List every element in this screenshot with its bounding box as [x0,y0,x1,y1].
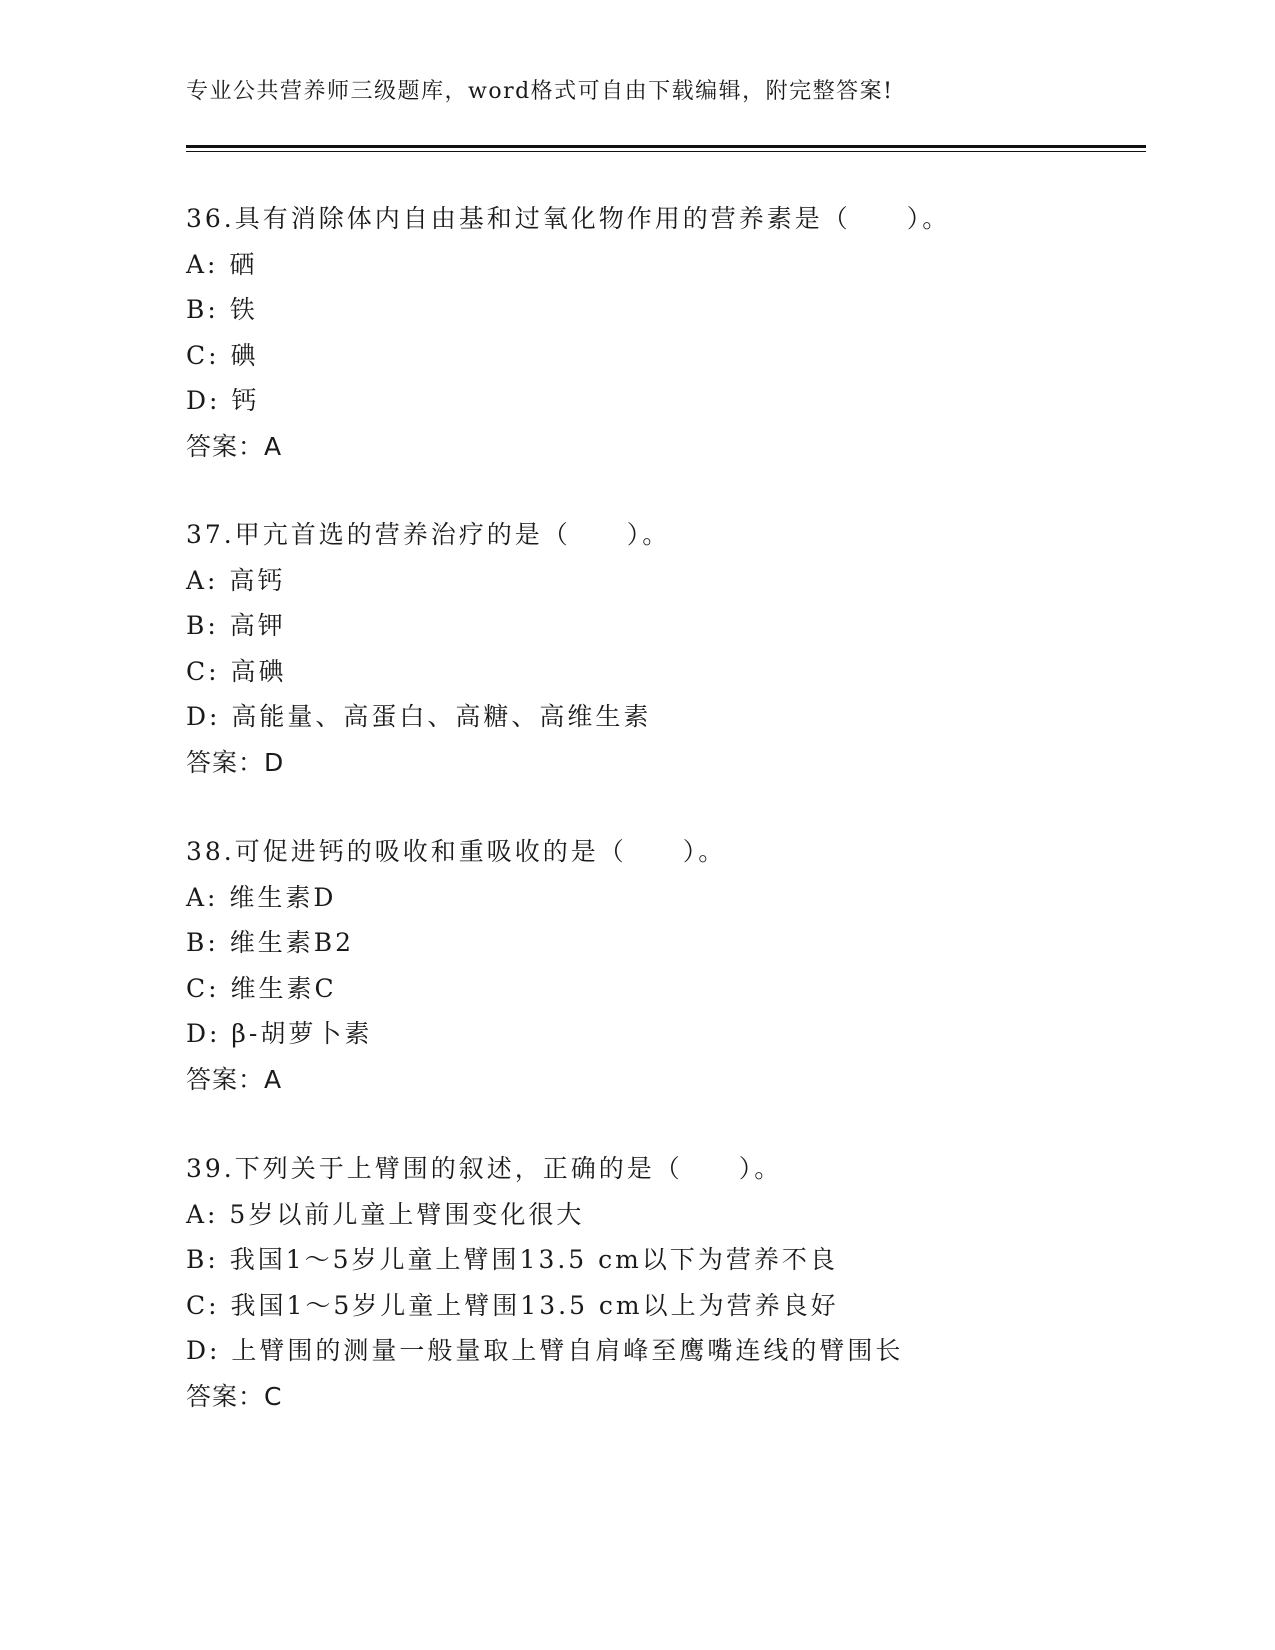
option-c: C: 我国1～5岁儿童上臂围13.5 cm以上为营养良好 [186,1290,839,1320]
answer: 答案：D [186,747,285,777]
question-38 [186,829,1146,1102]
option-a: A: 维生素D [186,882,337,912]
question-36 [186,196,1146,469]
option-a: A: 5岁以前儿童上臂围变化很大 [186,1199,585,1229]
header-rule-thick [186,145,1146,148]
option-b: B: 铁 [186,295,258,324]
option-b: B: 维生素B2 [186,928,355,957]
question-stem: 37.甲亢首选的营养治疗的是（ ）。 [186,520,671,549]
option-d: D: 上臂围的测量一般量取上臂自肩峰至鹰嘴连线的臂围长 [186,1336,904,1365]
question-stem: 38.可促进钙的吸收和重吸收的是（ ）。 [186,837,727,866]
answer: 答案：C [186,1381,283,1411]
option-c: C: 碘 [186,340,259,370]
option-a: A: 硒 [186,249,258,279]
header-rule-thin [186,151,1146,152]
answer: 答案：A [186,431,283,461]
question-stem: 39.下列关于上臂围的叙述，正确的是（ ）。 [186,1154,783,1183]
question-stem: 36.具有消除体内自由基和过氧化物作用的营养素是（ ）。 [186,204,951,233]
question-37 [186,512,1146,785]
option-c: C: 高碘 [186,656,287,686]
option-a: A: 高钙 [186,565,286,595]
answer: 答案：A [186,1064,283,1094]
document-header: 专业公共营养师三级题库，word格式可自由下载编辑，附完整答案! [186,79,894,104]
question-39 [186,1146,1146,1419]
option-c: C: 维生素C [186,973,337,1003]
option-b: B: 高钾 [186,611,286,640]
option-b: B: 我国1～5岁儿童上臂围13.5 cm以下为营养不良 [186,1245,838,1274]
option-d: D: 钙 [186,386,260,415]
option-d: D: 高能量、高蛋白、高糖、高维生素 [186,702,652,731]
option-d: D: β-胡萝卜素 [186,1019,373,1048]
